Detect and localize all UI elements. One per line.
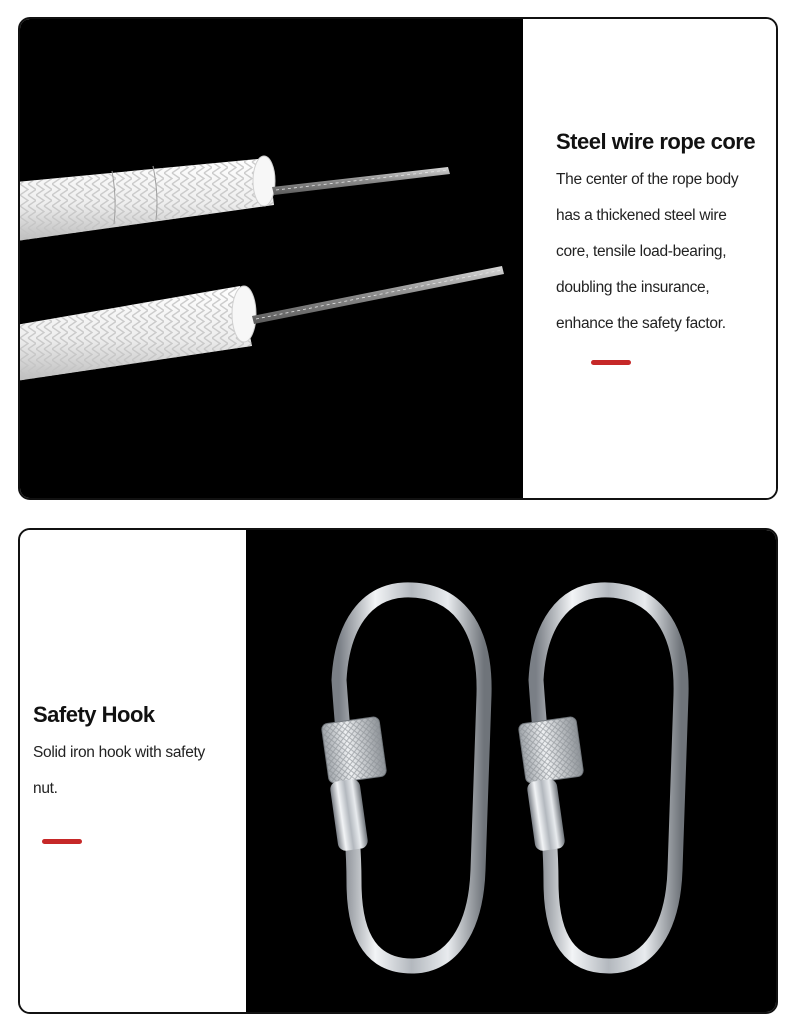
upper-rope [20, 156, 450, 241]
right-carabiner [518, 590, 681, 966]
section-description [33, 735, 205, 807]
description-line: Solid iron hook with safety [33, 744, 205, 761]
accent-bar [42, 839, 82, 844]
safety-hook-card [18, 528, 778, 1014]
section-description [556, 162, 738, 342]
left-carabiner [321, 590, 484, 966]
rope-illustration [20, 19, 523, 500]
carabiner-illustration [246, 530, 776, 1012]
section-title: Steel wire rope core [556, 129, 756, 154]
description-line: enhance the safety factor. [556, 315, 726, 332]
lower-rope [20, 266, 504, 381]
description-line: nut. [33, 780, 58, 797]
safety-hook-text-panel [20, 530, 246, 1012]
rope-core-text-panel [523, 19, 776, 498]
description-line: The center of the rope body [556, 171, 739, 188]
carabiner-photo [246, 530, 776, 1012]
rope-core-card [18, 17, 778, 500]
description-line: core, tensile load-bearing, [556, 243, 727, 260]
section-title: Safety Hook [33, 702, 155, 727]
rope-with-steel-core-photo [20, 19, 523, 498]
description-line: has a thickened steel wire [556, 207, 727, 224]
description-line: doubling the insurance, [556, 279, 710, 296]
accent-bar [591, 360, 631, 365]
